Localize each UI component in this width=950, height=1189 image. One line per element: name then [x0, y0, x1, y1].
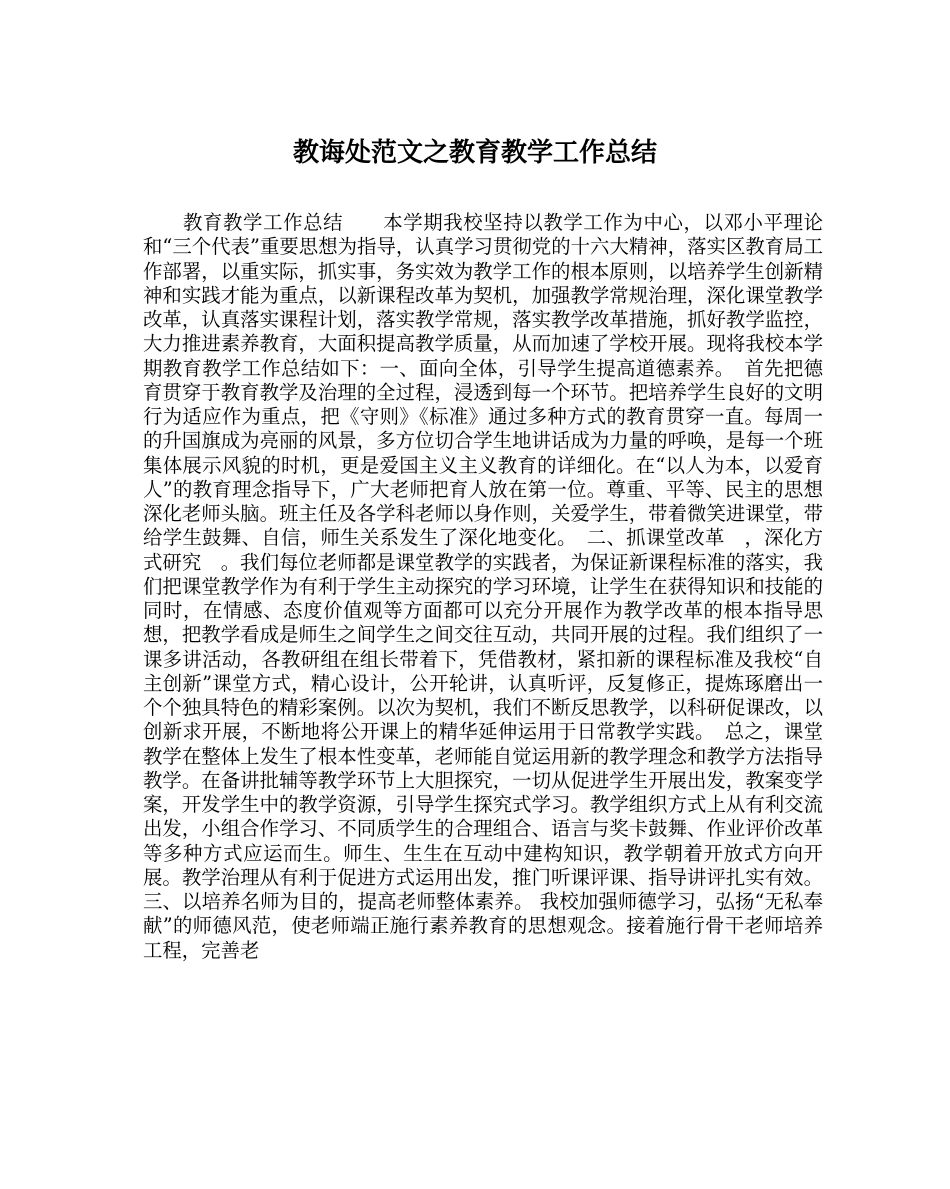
document-title: 教诲处范文之教育教学工作总结	[292, 138, 657, 168]
document-body-paragraph: 教育教学工作总结 本学期我校坚持以教学工作为中心，以邓小平理论和“三个代表”重要思想为指导，认真学习贯彻党的十六大精神，落实区教育局工作部署，以重实际，抓实事，务实效为教学工作的根本原则，以培养学生创新精神和实践才能为重点，以新课程改革为契机，加强教学常规治理，深化课堂教学改革，认真落实课程计划，落实教学常规，落实教学改革措施，抓好教学监控，大力推进素养教育，大面积提高教学质量，从而加速了学校开展。现将我校本学期教育教学工作总结如下：一、面向全体，引导学生提高道德素养。 首先把德育贯穿于教育教学及治理的全过程，浸透到每一个环节。把培养学生良好的文明行为适应作为重点，把《守则》《标准》通过多种方式的教育贯穿一直。每周一的升国旗成为亮丽的风景，多方位切合学生地讲话成为力量的呼唤，是每一个班集体展示风貌的时机，更是爱国主义主义教育的详细化。在“以人为本，以爱育人”的教育理念指导下，广大老师把育人放在第一位。尊重、平等、民主的思想深化老师头脑。班主任及各学科老师以身作则，关爱学生，带着微笑进课堂，带给学生鼓舞、自信，师生关系发生了深化地变化。 二、抓课堂改革 ，深化方式研究 。我们每位老师都是课堂教学的实践者，为保证新课程标准的落实，我们把课堂教学作为有利于学生主动探究的学习环境，让学生在获得知识和技能的同时，在情感、态度价值观等方面都可以充分开展作为教学改革的根本指导思想，把教学看成是师生之间学生之间交往互动，共同开展的过程。我们组织了一课多讲活动，各教研组在组长带着下，凭借教材，紧扣新的课程标准及我校“自主创新”课堂方式，精心设计，公开轮讲，认真听评，反复修正，提炼琢磨出一个个独具特色的精彩案例。以次为契机，我们不断反思教学，以科研促课改，以创新求开展，不断地将公开课上的精华延伸运用于日常教学实践。 总之，课堂教学在整体上发生了根本性变革，老师能自觉运用新的教学理念和教学方法指导教学。在备讲批辅等教学环节上大胆探究，一切从促进学生开展出发，教案变学案，开发学生中的教学资源，引导学生探究式学习。教学组织方式上从有利交流出发，小组合作学习、不同质学生的合理组合、语言与奖卡鼓舞、作业评价改革等多种方式应运而生。师生、生生在互动中建构知识，教学朝着开放式方向开展。教学治理从有利于促进方式运用出发，推门听课评课、指导讲评扎实有效。 三、以培养名师为目的，提高老师整体素养。 我校加强师德学习，弘扬“无私奉献”的师德风范，使老师端正施行素养教育的思想观念。接着施行骨干老师培养工程，完善老	[143, 211, 823, 962]
